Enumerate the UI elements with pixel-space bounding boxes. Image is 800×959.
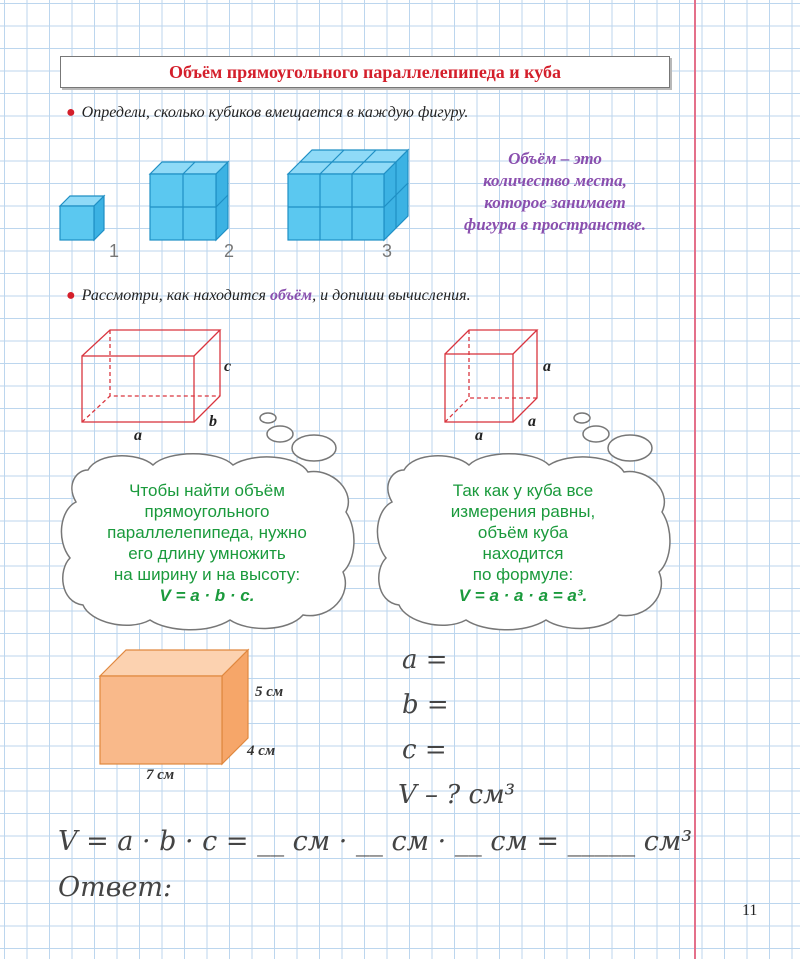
cloud-right-line: Так как у куба все (452, 481, 594, 500)
cube-label-a-depth: a (528, 413, 536, 430)
handwritten-b: b = (402, 690, 449, 720)
handwritten-formula-line: V = a · b · c = __ см · __ см · __ см = _____ см³ (58, 826, 693, 857)
cloud-right-text (384, 480, 662, 606)
cloud-left-line: прямоугольного (144, 502, 270, 521)
cloud-left-text (68, 480, 346, 606)
box-label-a: a (134, 427, 142, 444)
cube-figure-3 (286, 148, 410, 242)
cloud-left-line: его длину умножить (128, 544, 286, 563)
orange-box-depth: 4 см (247, 743, 276, 759)
task-2 (66, 287, 471, 305)
cloud-left-line: на ширину и на высоту: (113, 565, 301, 584)
task-2-text-before: Рассмотри, как находится (81, 287, 270, 304)
cloud-left-line: параллелепипеда, нужно (107, 523, 307, 542)
cloud-right-line: измерения равны, (450, 502, 596, 521)
cube-label-a-bottom: a (475, 427, 483, 444)
task-1 (66, 104, 468, 122)
page-number: 11 (742, 902, 758, 919)
orange-box (98, 648, 252, 768)
cloud-left-line: Чтобы найти объём (129, 481, 285, 500)
definition-line: количество места, (483, 171, 627, 190)
cube-figure-1 (58, 192, 106, 242)
orange-box-length: 7 см (146, 767, 175, 783)
figure-number-2: 2 (224, 241, 235, 261)
cube-label-a-side: a (543, 358, 551, 375)
task-2-highlight: объём (270, 287, 313, 304)
notebook-margin-line (694, 0, 696, 959)
cloud-right-line: находится (482, 544, 564, 563)
figure-number-1: 1 (109, 241, 120, 261)
cube-volume-formula: V = a · a · a = a³. (458, 586, 588, 605)
box-label-b: b (209, 413, 217, 430)
task-2-text-after: , и допиши вычисления. (312, 287, 471, 304)
cloud-right-line: по формуле: (472, 565, 574, 584)
volume-definition (430, 148, 680, 236)
definition-line: Объём – это (508, 149, 602, 168)
task-1-text: Определи, сколько кубиков вмещается в каждую фигуру. (81, 104, 469, 121)
handwritten-v-question: V – ? см³ (398, 780, 516, 810)
box-label-c: c (224, 358, 232, 375)
cube-figure-2 (148, 158, 230, 242)
bullet-icon: ● (66, 287, 76, 304)
box-volume-formula: V = a · b · c. (159, 586, 255, 605)
orange-box-height: 5 см (255, 684, 284, 700)
figure-number-3: 3 (382, 241, 393, 261)
bullet-icon: ● (66, 104, 76, 121)
definition-line: которое занимает (484, 193, 626, 212)
definition-line: фигура в пространстве. (464, 215, 646, 234)
handwritten-a: a = (402, 645, 448, 675)
handwritten-answer: Ответ: (58, 872, 173, 903)
handwritten-c: c = (402, 735, 447, 765)
cloud-right-line: объём куба (477, 523, 569, 542)
page-title: Объём прямоугольного параллелепипеда и куба (60, 56, 670, 88)
